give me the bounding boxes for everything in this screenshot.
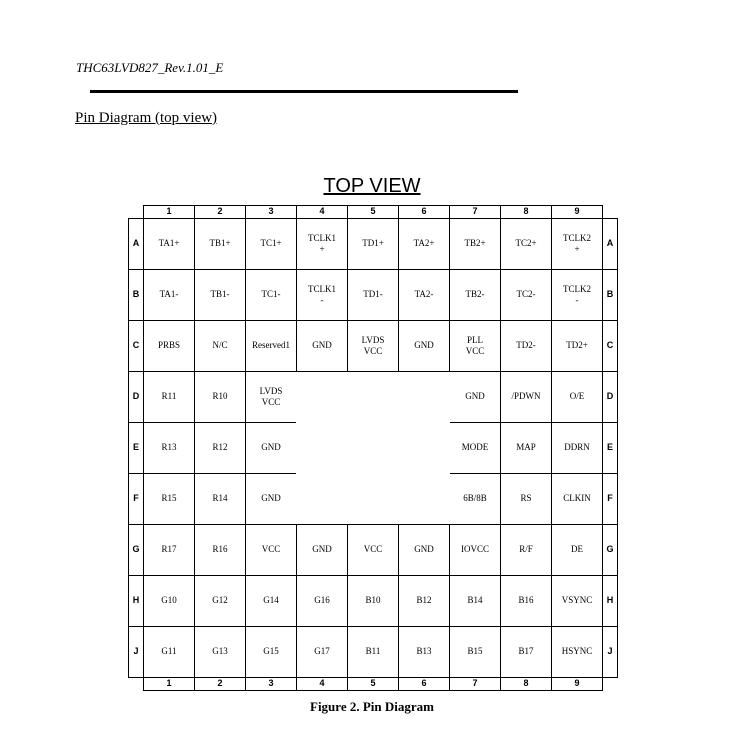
pin-cell: TA2- [398,269,450,321]
pin-cell: G16 [296,575,348,627]
row-label-right: H [602,575,618,627]
pin-cell: HSYNC [551,626,603,678]
row-label-left: E [128,422,144,474]
pin-cell: N/C [194,320,246,372]
pin-cell: TD2- [500,320,552,372]
pin-cell: GND [449,371,501,423]
pin-cell: GND [398,524,450,576]
row-label-right: J [602,626,618,678]
pin-cell: TA1+ [143,218,195,270]
row-label-right: E [602,422,618,474]
pin-cell: DE [551,524,603,576]
pin-cell: G13 [194,626,246,678]
pin-cell: TB1- [194,269,246,321]
pin-cell: TC2- [500,269,552,321]
row-label-right: B [602,269,618,321]
pin-cell: R13 [143,422,195,474]
row-label-left: A [128,218,144,270]
section-title: Pin Diagram (top view) [75,110,218,126]
figure-caption: Figure 2. Pin Diagram [310,699,434,714]
column-header-top: 3 [245,205,297,219]
pin-cell: B13 [398,626,450,678]
column-header-top: 6 [398,205,450,219]
pin-cell: GND [245,422,297,474]
row-label-left: B [128,269,144,321]
column-header-bottom: 2 [194,677,246,691]
row-label-left: C [128,320,144,372]
pin-cell: G10 [143,575,195,627]
pin-cell: TD2+ [551,320,603,372]
pin-cell: R/F [500,524,552,576]
column-header-top: 8 [500,205,552,219]
pin-cell: GND [296,320,348,372]
pin-cell: GND [245,473,297,525]
empty-center-area [296,371,450,525]
pin-cell: TA1- [143,269,195,321]
column-header-top: 7 [449,205,501,219]
header-rule [90,90,518,93]
pin-cell: G14 [245,575,297,627]
pin-cell: R10 [194,371,246,423]
document-id: THC63LVD827_Rev.1.01_E [76,60,224,75]
pin-cell: LVDS VCC [347,320,399,372]
pin-cell: B17 [500,626,552,678]
row-label-left: D [128,371,144,423]
column-header-top: 4 [296,205,348,219]
row-label-right: D [602,371,618,423]
column-header-bottom: 3 [245,677,297,691]
pin-cell: GND [296,524,348,576]
pin-cell: TD1+ [347,218,399,270]
pin-cell: TB2+ [449,218,501,270]
row-label-left: H [128,575,144,627]
column-header-bottom: 1 [143,677,195,691]
pin-cell: DDRN [551,422,603,474]
pin-cell: CLKIN [551,473,603,525]
pin-cell: G11 [143,626,195,678]
row-label-left: J [128,626,144,678]
pin-cell: RS [500,473,552,525]
pin-cell: G12 [194,575,246,627]
pin-cell: PLL VCC [449,320,501,372]
pin-cell: TB1+ [194,218,246,270]
pin-cell: B12 [398,575,450,627]
pin-cell: TD1- [347,269,399,321]
pin-cell: TA2+ [398,218,450,270]
column-header-top: 1 [143,205,195,219]
row-label-left: G [128,524,144,576]
pin-cell: Reserved1 [245,320,297,372]
pin-cell: LVDS VCC [245,371,297,423]
pin-cell: R12 [194,422,246,474]
pin-cell: B11 [347,626,399,678]
pin-cell: B15 [449,626,501,678]
pin-cell: TCLK2 - [551,269,603,321]
pin-cell: R15 [143,473,195,525]
pin-cell: B10 [347,575,399,627]
row-label-right: G [602,524,618,576]
column-header-top: 5 [347,205,399,219]
pin-cell: VCC [245,524,297,576]
pin-cell: 6B/8B [449,473,501,525]
column-header-bottom: 5 [347,677,399,691]
column-header-bottom: 9 [551,677,603,691]
diagram-title: TOP VIEW [323,175,421,197]
pin-cell: VSYNC [551,575,603,627]
pin-cell: B16 [500,575,552,627]
pin-cell: G15 [245,626,297,678]
row-label-right: F [602,473,618,525]
pin-cell: O/E [551,371,603,423]
pin-cell: TCLK2 + [551,218,603,270]
pin-cell: TC1+ [245,218,297,270]
column-header-bottom: 7 [449,677,501,691]
pin-cell: IOVCC [449,524,501,576]
pin-cell: R16 [194,524,246,576]
column-header-top: 9 [551,205,603,219]
pin-cell: R11 [143,371,195,423]
pin-cell: R17 [143,524,195,576]
pin-cell: TC1- [245,269,297,321]
row-label-right: C [602,320,618,372]
pin-cell: MAP [500,422,552,474]
pin-cell: G17 [296,626,348,678]
pin-cell: TCLK1 + [296,218,348,270]
pin-cell: PRBS [143,320,195,372]
pin-cell: VCC [347,524,399,576]
pin-cell: /PDWN [500,371,552,423]
column-header-bottom: 8 [500,677,552,691]
pin-cell: B14 [449,575,501,627]
pin-cell: TB2- [449,269,501,321]
pin-cell: R14 [194,473,246,525]
column-header-bottom: 4 [296,677,348,691]
pin-cell: TCLK1 - [296,269,348,321]
pin-cell: MODE [449,422,501,474]
column-header-top: 2 [194,205,246,219]
row-label-left: F [128,473,144,525]
pin-cell: GND [398,320,450,372]
pin-diagram-grid [128,205,616,688]
pin-cell: TC2+ [500,218,552,270]
column-header-bottom: 6 [398,677,450,691]
row-label-right: A [602,218,618,270]
